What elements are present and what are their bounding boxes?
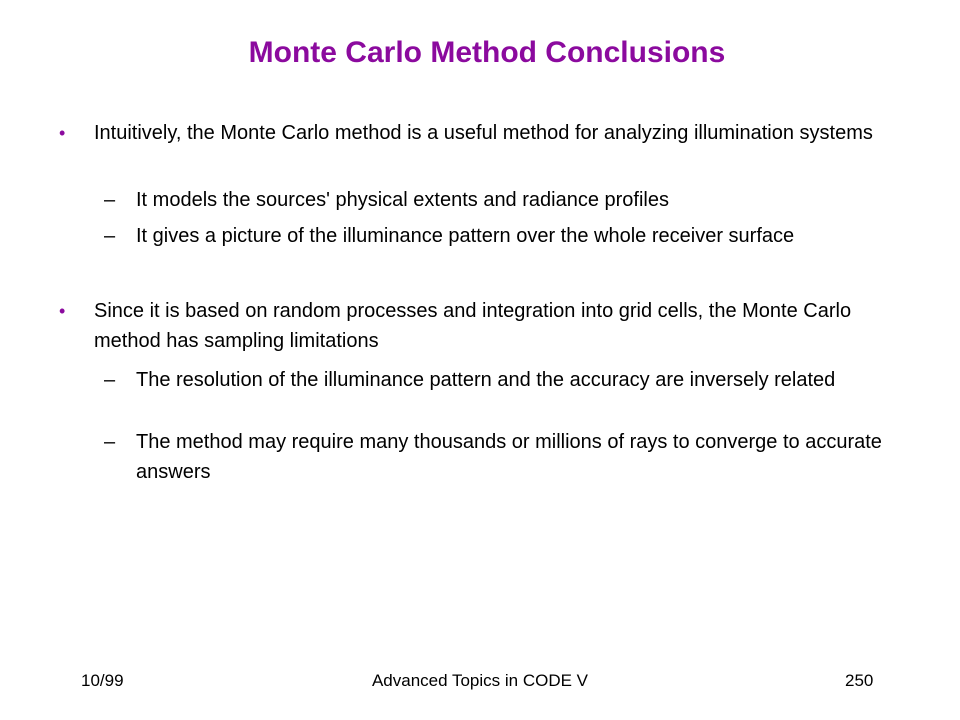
sub-bullet-marker: –: [104, 189, 116, 211]
sub-bullet-marker: –: [104, 431, 116, 453]
sub-bullet-1-1: It models the sources' physical extents and radiance profiles: [136, 189, 669, 211]
bullet-item-2: Since it is based on random processes and integration into grid cells, the Monte Carlo method has sampling limitations: [94, 300, 852, 352]
sub-bullet-2-1: The resolution of the illuminance pattern and the accuracy are inversely related: [136, 369, 836, 391]
bullet-marker: •: [59, 301, 66, 321]
slide-title: Monte Carlo Method Conclusions: [248, 36, 726, 69]
footer-page-number: 250: [845, 671, 874, 690]
sub-bullet-1-2: It gives a picture of the illuminance pattern over the whole receiver surface: [136, 225, 795, 247]
bullet-marker: •: [59, 123, 66, 143]
sub-bullet-2-2: The method may require many thousands or millions of rays to converge to accurate answers: [136, 431, 882, 483]
sub-bullet-marker: –: [104, 225, 116, 247]
sub-bullet-marker: –: [104, 369, 116, 391]
footer-date: 10/99: [81, 671, 124, 690]
bullet-item-1: Intuitively, the Monte Carlo method is a useful method for analyzing illumination systems: [94, 122, 873, 144]
footer-course: Advanced Topics in CODE V: [371, 671, 589, 690]
